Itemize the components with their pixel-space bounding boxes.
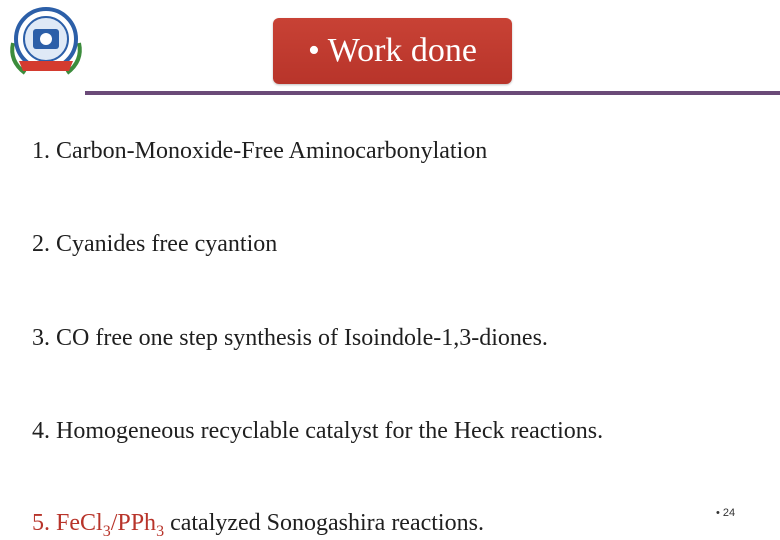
item-number: 5. bbox=[32, 510, 50, 536]
list-item-4 bbox=[32, 418, 603, 445]
item-number: 4. bbox=[32, 418, 50, 444]
institute-emblem-icon bbox=[5, 3, 87, 79]
item-text: Cyanides free cyantion bbox=[56, 231, 278, 257]
item-text: catalyzed Sonogashira reactions. bbox=[170, 510, 484, 536]
list-item-5 bbox=[32, 510, 484, 540]
chemical-formula: FeCl$_3$/PPh$_3$ bbox=[56, 510, 165, 540]
list-item-2 bbox=[32, 231, 277, 258]
page-number: • 24 bbox=[716, 507, 736, 519]
institute-logo bbox=[5, 3, 87, 79]
item-number: 3. bbox=[32, 325, 50, 351]
item-number: 1. bbox=[32, 138, 50, 164]
slide-title: • Work done bbox=[273, 18, 512, 84]
list-item-1 bbox=[32, 138, 487, 165]
title-divider bbox=[85, 91, 780, 95]
item-text: Carbon-Monoxide-Free Aminocarbonylation bbox=[56, 138, 488, 164]
item-text: CO free one step synthesis of Isoindole-1,3-diones. bbox=[56, 325, 548, 351]
list-item-3 bbox=[32, 325, 548, 352]
item-number: 2. bbox=[32, 231, 50, 257]
item-text: Homogeneous recyclable catalyst for the Heck reactions. bbox=[56, 418, 604, 444]
